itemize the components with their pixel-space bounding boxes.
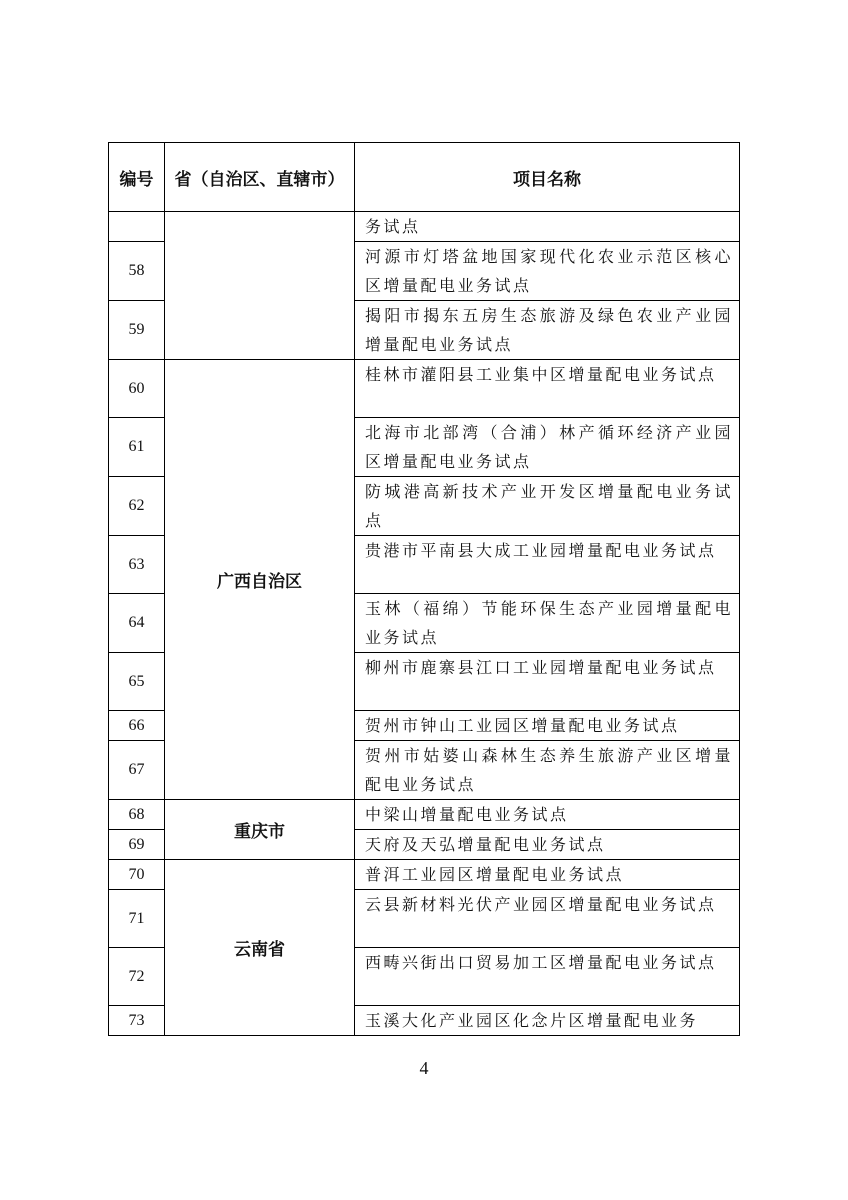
project-name: 防城港高新技术产业开发区增量配电业务试点 — [355, 477, 740, 536]
row-number: 66 — [109, 711, 165, 741]
header-province: 省（自治区、直辖市） — [165, 143, 355, 212]
row-number: 62 — [109, 477, 165, 536]
project-name: 云县新材料光伏产业园区增量配电业务试点 — [355, 890, 740, 948]
project-name: 桂林市灌阳县工业集中区增量配电业务试点 — [355, 360, 740, 418]
row-number: 63 — [109, 536, 165, 594]
project-name: 贵港市平南县大成工业园增量配电业务试点 — [355, 536, 740, 594]
province-yunnan: 云南省 — [165, 860, 355, 1036]
header-number: 编号 — [109, 143, 165, 212]
table-row — [109, 212, 740, 242]
projects-table — [108, 142, 740, 1036]
row-number: 60 — [109, 360, 165, 418]
table-row — [109, 860, 740, 890]
row-number: 68 — [109, 800, 165, 830]
project-name: 贺州市钟山工业园区增量配电业务试点 — [355, 711, 740, 741]
project-name: 贺州市姑婆山森林生态养生旅游产业区增量配电业务试点 — [355, 741, 740, 800]
project-name: 玉溪大化产业园区化念片区增量配电业务 — [355, 1006, 740, 1036]
row-number: 69 — [109, 830, 165, 860]
page-number: 4 — [419, 1058, 429, 1078]
project-name: 揭阳市揭东五房生态旅游及绿色农业产业园增量配电业务试点 — [355, 301, 740, 360]
project-name: 普洱工业园区增量配电业务试点 — [355, 860, 740, 890]
project-name: 中梁山增量配电业务试点 — [355, 800, 740, 830]
project-name: 河源市灯塔盆地国家现代化农业示范区核心区增量配电业务试点 — [355, 242, 740, 301]
project-name: 务试点 — [355, 212, 740, 242]
project-name: 柳州市鹿寨县江口工业园增量配电业务试点 — [355, 653, 740, 711]
project-name: 玉林（福绵）节能环保生态产业园增量配电业务试点 — [355, 594, 740, 653]
row-number: 72 — [109, 948, 165, 1006]
row-number: 73 — [109, 1006, 165, 1036]
row-number — [109, 212, 165, 242]
province-cell-continued — [165, 212, 355, 360]
row-number: 70 — [109, 860, 165, 890]
row-number: 64 — [109, 594, 165, 653]
province-guangxi: 广西自治区 — [165, 360, 355, 800]
project-name: 北海市北部湾（合浦）林产循环经济产业园区增量配电业务试点 — [355, 418, 740, 477]
header-project-name: 项目名称 — [355, 143, 740, 212]
table-row — [109, 800, 740, 830]
row-number: 67 — [109, 741, 165, 800]
row-number: 59 — [109, 301, 165, 360]
row-number: 61 — [109, 418, 165, 477]
row-number: 71 — [109, 890, 165, 948]
province-chongqing: 重庆市 — [165, 800, 355, 860]
table-row — [109, 360, 740, 418]
row-number: 58 — [109, 242, 165, 301]
table-header-row — [109, 143, 740, 212]
row-number: 65 — [109, 653, 165, 711]
project-name: 天府及天弘增量配电业务试点 — [355, 830, 740, 860]
project-name: 西畴兴街出口贸易加工区增量配电业务试点 — [355, 948, 740, 1006]
